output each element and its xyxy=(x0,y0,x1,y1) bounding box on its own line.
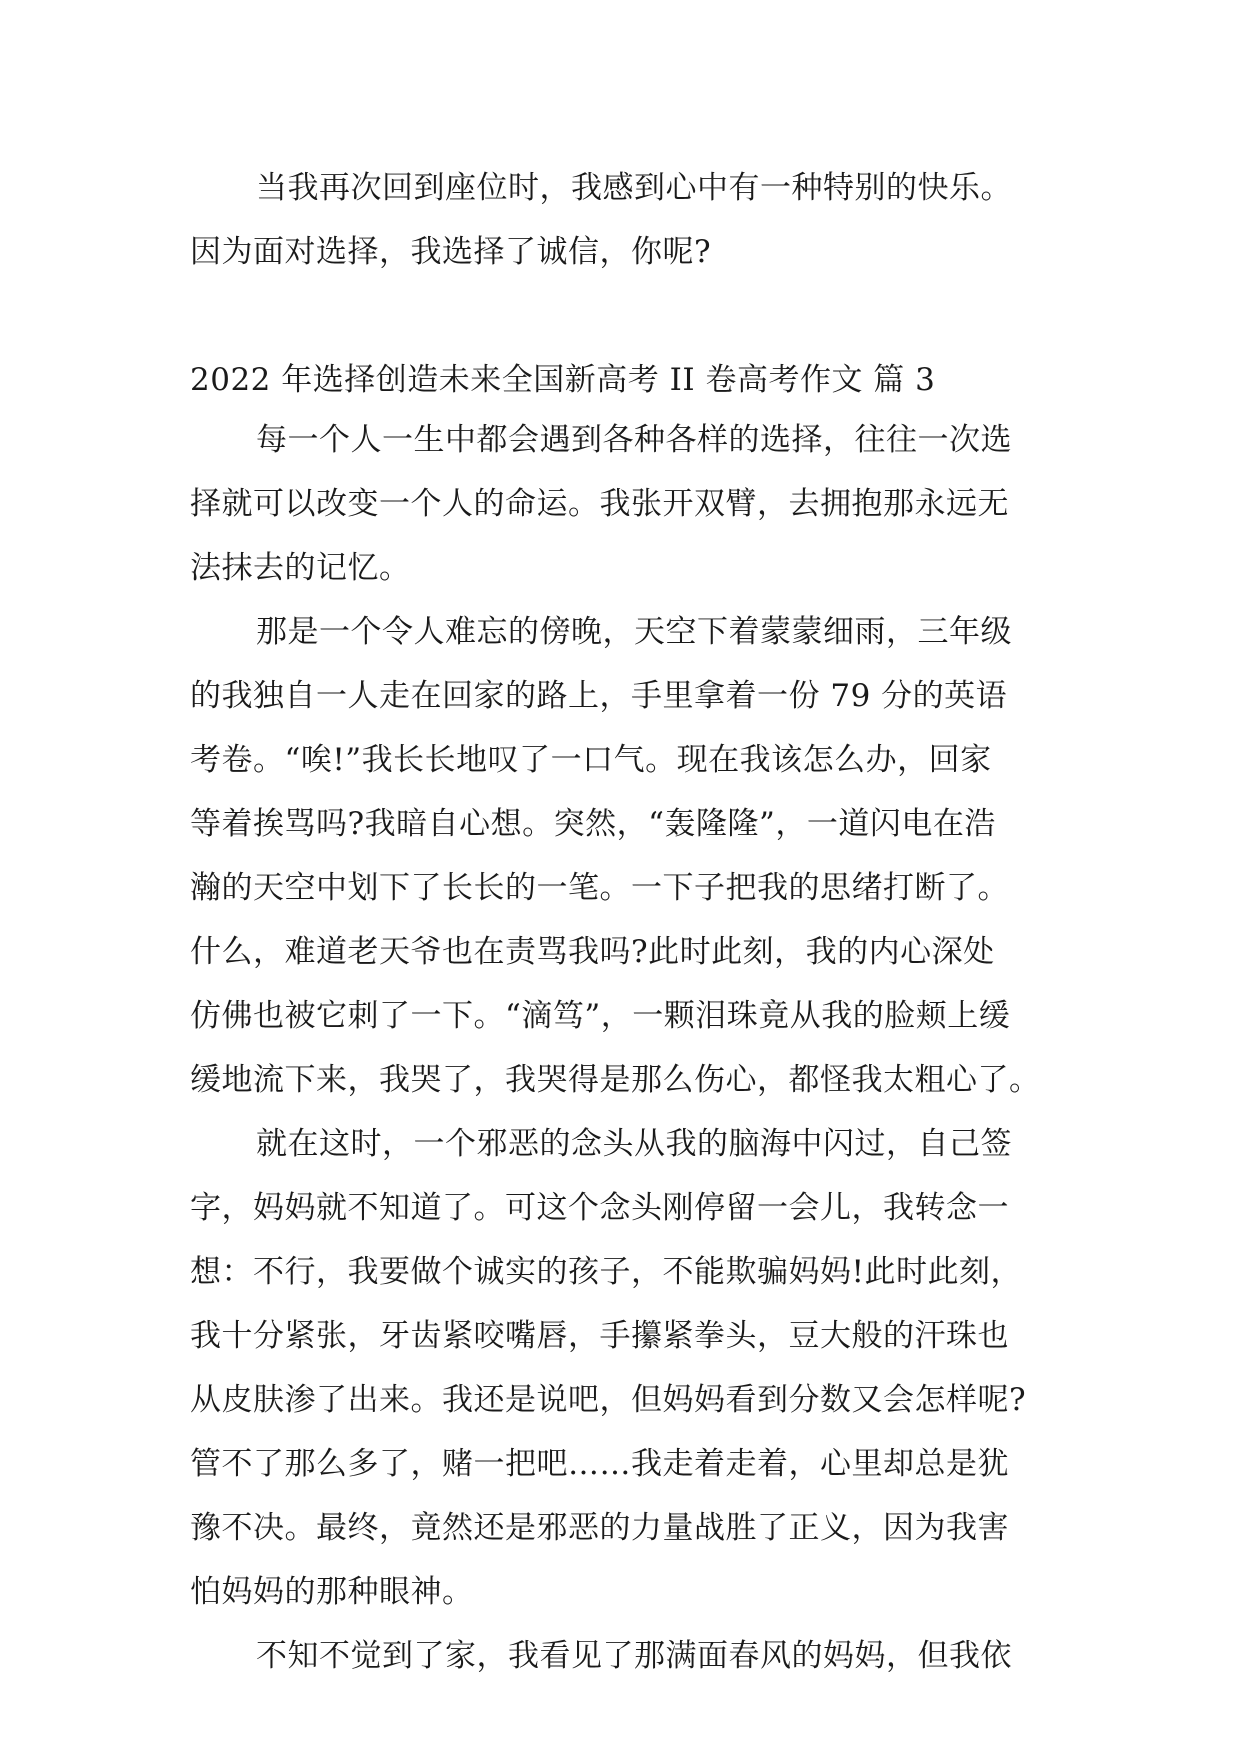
text-line: 豫不决。最终，竟然还是邪恶的力量战胜了正义，因为我害 xyxy=(190,1510,1009,1546)
text-line: 我十分紧张，牙齿紧咬嘴唇，手攥紧拳头，豆大般的汗珠也 xyxy=(190,1318,1009,1354)
text-line: 每一个人一生中都会遇到各种各样的选择，往往一次选 xyxy=(256,422,1012,458)
text-line: 因为面对选择，我选择了诚信，你呢? xyxy=(190,234,712,270)
text-line: 择就可以改变一个人的命运。我张开双臂，去拥抱那永远无 xyxy=(190,486,1009,522)
text-line: 就在这时，一个邪恶的念头从我的脑海中闪过，自己签 xyxy=(256,1126,1012,1162)
text-line: 当我再次回到座位时，我感到心中有一种特别的快乐。 xyxy=(256,170,1012,206)
text-line: 瀚的天空中划下了长长的一笔。一下子把我的思绪打断了。 xyxy=(190,870,1009,906)
text-line: 法抹去的记忆。 xyxy=(190,550,411,586)
text-line: 怕妈妈的那种眼神。 xyxy=(190,1574,474,1610)
text-line: 缓地流下来，我哭了，我哭得是那么伤心，都怪我太粗心了。 xyxy=(190,1062,1041,1098)
text-line: 字，妈妈就不知道了。可这个念头刚停留一会儿，我转念一 xyxy=(190,1190,1009,1226)
text-line: 从皮肤渗了出来。我还是说吧，但妈妈看到分数又会怎样呢? xyxy=(190,1382,1027,1418)
text-line: 那是一个令人难忘的傍晚，天空下着蒙蒙细雨，三年级 xyxy=(256,614,1012,650)
text-line: 不知不觉到了家，我看见了那满面春风的妈妈，但我依 xyxy=(256,1638,1012,1674)
text-line: 考卷。“唉!”我长长地叹了一口气。现在我该怎么办，回家 xyxy=(190,742,992,778)
text-line: 管不了那么多了，赌一把吧……我走着走着，心里却总是犹 xyxy=(190,1446,1009,1482)
section-heading: 2022 年选择创造未来全国新高考 II 卷高考作文 篇 3 xyxy=(190,362,936,398)
text-line: 什么，难道老天爷也在责骂我吗?此时此刻，我的内心深处 xyxy=(190,934,995,970)
text-line: 等着挨骂吗?我暗自心想。突然，“轰隆隆”，一道闪电在浩 xyxy=(190,806,996,842)
text-line: 想：不行，我要做个诚实的孩子，不能欺骗妈妈!此时此刻， xyxy=(190,1254,1022,1290)
text-line: 的我独自一人走在回家的路上，手里拿着一份 79 分的英语 xyxy=(190,678,1008,714)
text-line: 仿佛也被它刺了一下。“滴笃”，一颗泪珠竟从我的脸颊上缓 xyxy=(190,998,1011,1034)
